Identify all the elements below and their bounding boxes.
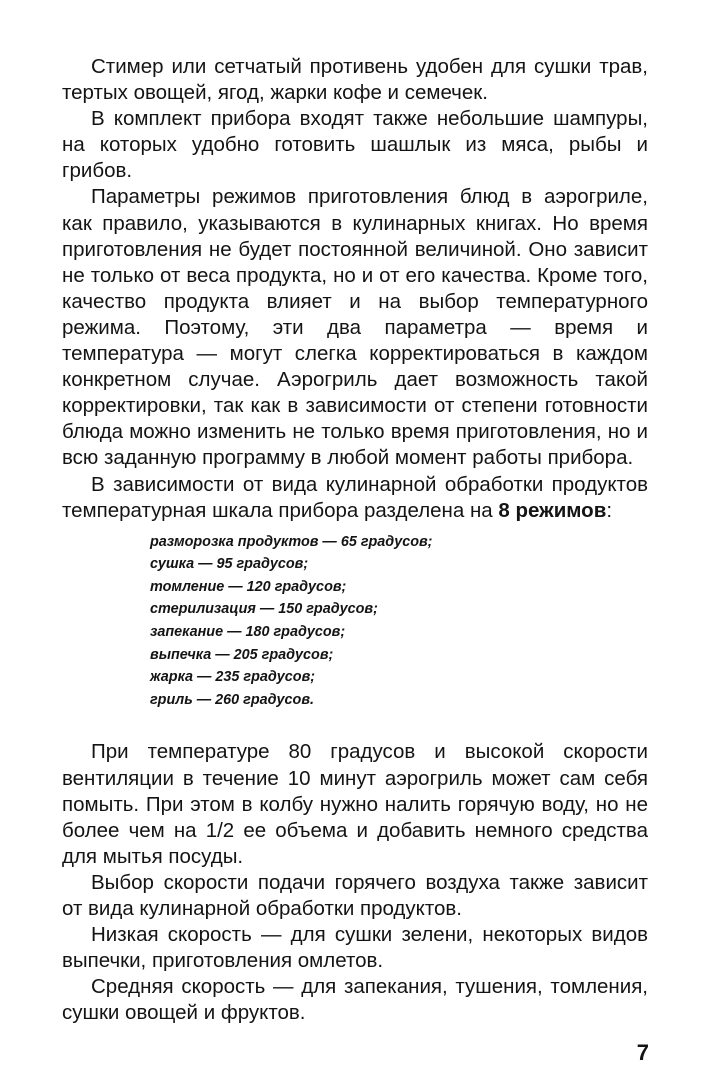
paragraph-self-clean: При температуре 80 градусов и высокой скорости вентиляции в течение 10 минут аэрогриль может сам себя помыть. При этом в колбу нужно налить горячую воду, но не более чем на 1/2 ее объема и добавить немного средства для мытья посуды. — [62, 740, 648, 868]
modes-list — [62, 531, 648, 712]
page-number: 7 — [636, 1040, 649, 1065]
list-item: запекание — 180 градусов; — [150, 624, 346, 641]
list-item: выпечка — 205 градусов; — [150, 646, 334, 663]
spacer — [62, 711, 648, 739]
modes-count: 8 режимов — [498, 498, 607, 522]
paragraph-steamer: Стимер или сетчатый противень удобен для сушки трав, тертых овощей, ягод, жарки кофе и семечек. — [62, 55, 648, 105]
paragraph-modes-intro — [62, 472, 648, 524]
modes-intro-text: В зависимости от вида кулинарной обработки продуктов температурная шкала прибора разделена на — [62, 472, 648, 522]
list-item: гриль — 260 градусов. — [150, 691, 315, 708]
page-text — [62, 54, 648, 1026]
list-item: сушка — 95 градусов; — [150, 556, 309, 573]
paragraph-skewers: В комплект прибора входят также небольшие шампуры, на которых удобно готовить шашлык из мяса, рыбы и грибов. — [62, 107, 648, 183]
list-item: стерилизация — 150 градусов; — [150, 601, 378, 618]
paragraph-low-speed: Низкая скорость — для сушки зелени, некоторых видов выпечки, приготовления омлетов. — [62, 923, 648, 973]
paragraph-air-speed: Выбор скорости подачи горячего воздуха также зависит от вида кулинарной обработки продуктов. — [62, 870, 648, 920]
paragraph-medium-speed: Средняя скорость — для запекания, тушения, томления, сушки овощей и фруктов. — [62, 975, 648, 1025]
list-item: томление — 120 градусов; — [150, 578, 347, 595]
list-item: жарка — 235 градусов; — [150, 669, 316, 686]
modes-intro-colon: : — [606, 498, 613, 522]
list-item: разморозка продуктов — 65 градусов; — [150, 533, 433, 550]
paragraph-parameters: Параметры режимов приготовления блюд в аэрогриле, как правило, указываются в кулинарных книгах. Но время приготовления не будет постоянной величиной. Оно зависит не только от веса продукта, но и от его качества. Кроме того, качество продукта влияет и на выбор температурного режима. Поэтому, эти два параметра — время и температура — могут слегка корректироваться в каждом конкретном случае. Аэрогриль дает возможность такой корректировки, так как в зависимости от степени готовности блюда можно изменить не только время приготовления, но и всю заданную программу в любой момент работы прибора. — [62, 185, 648, 470]
